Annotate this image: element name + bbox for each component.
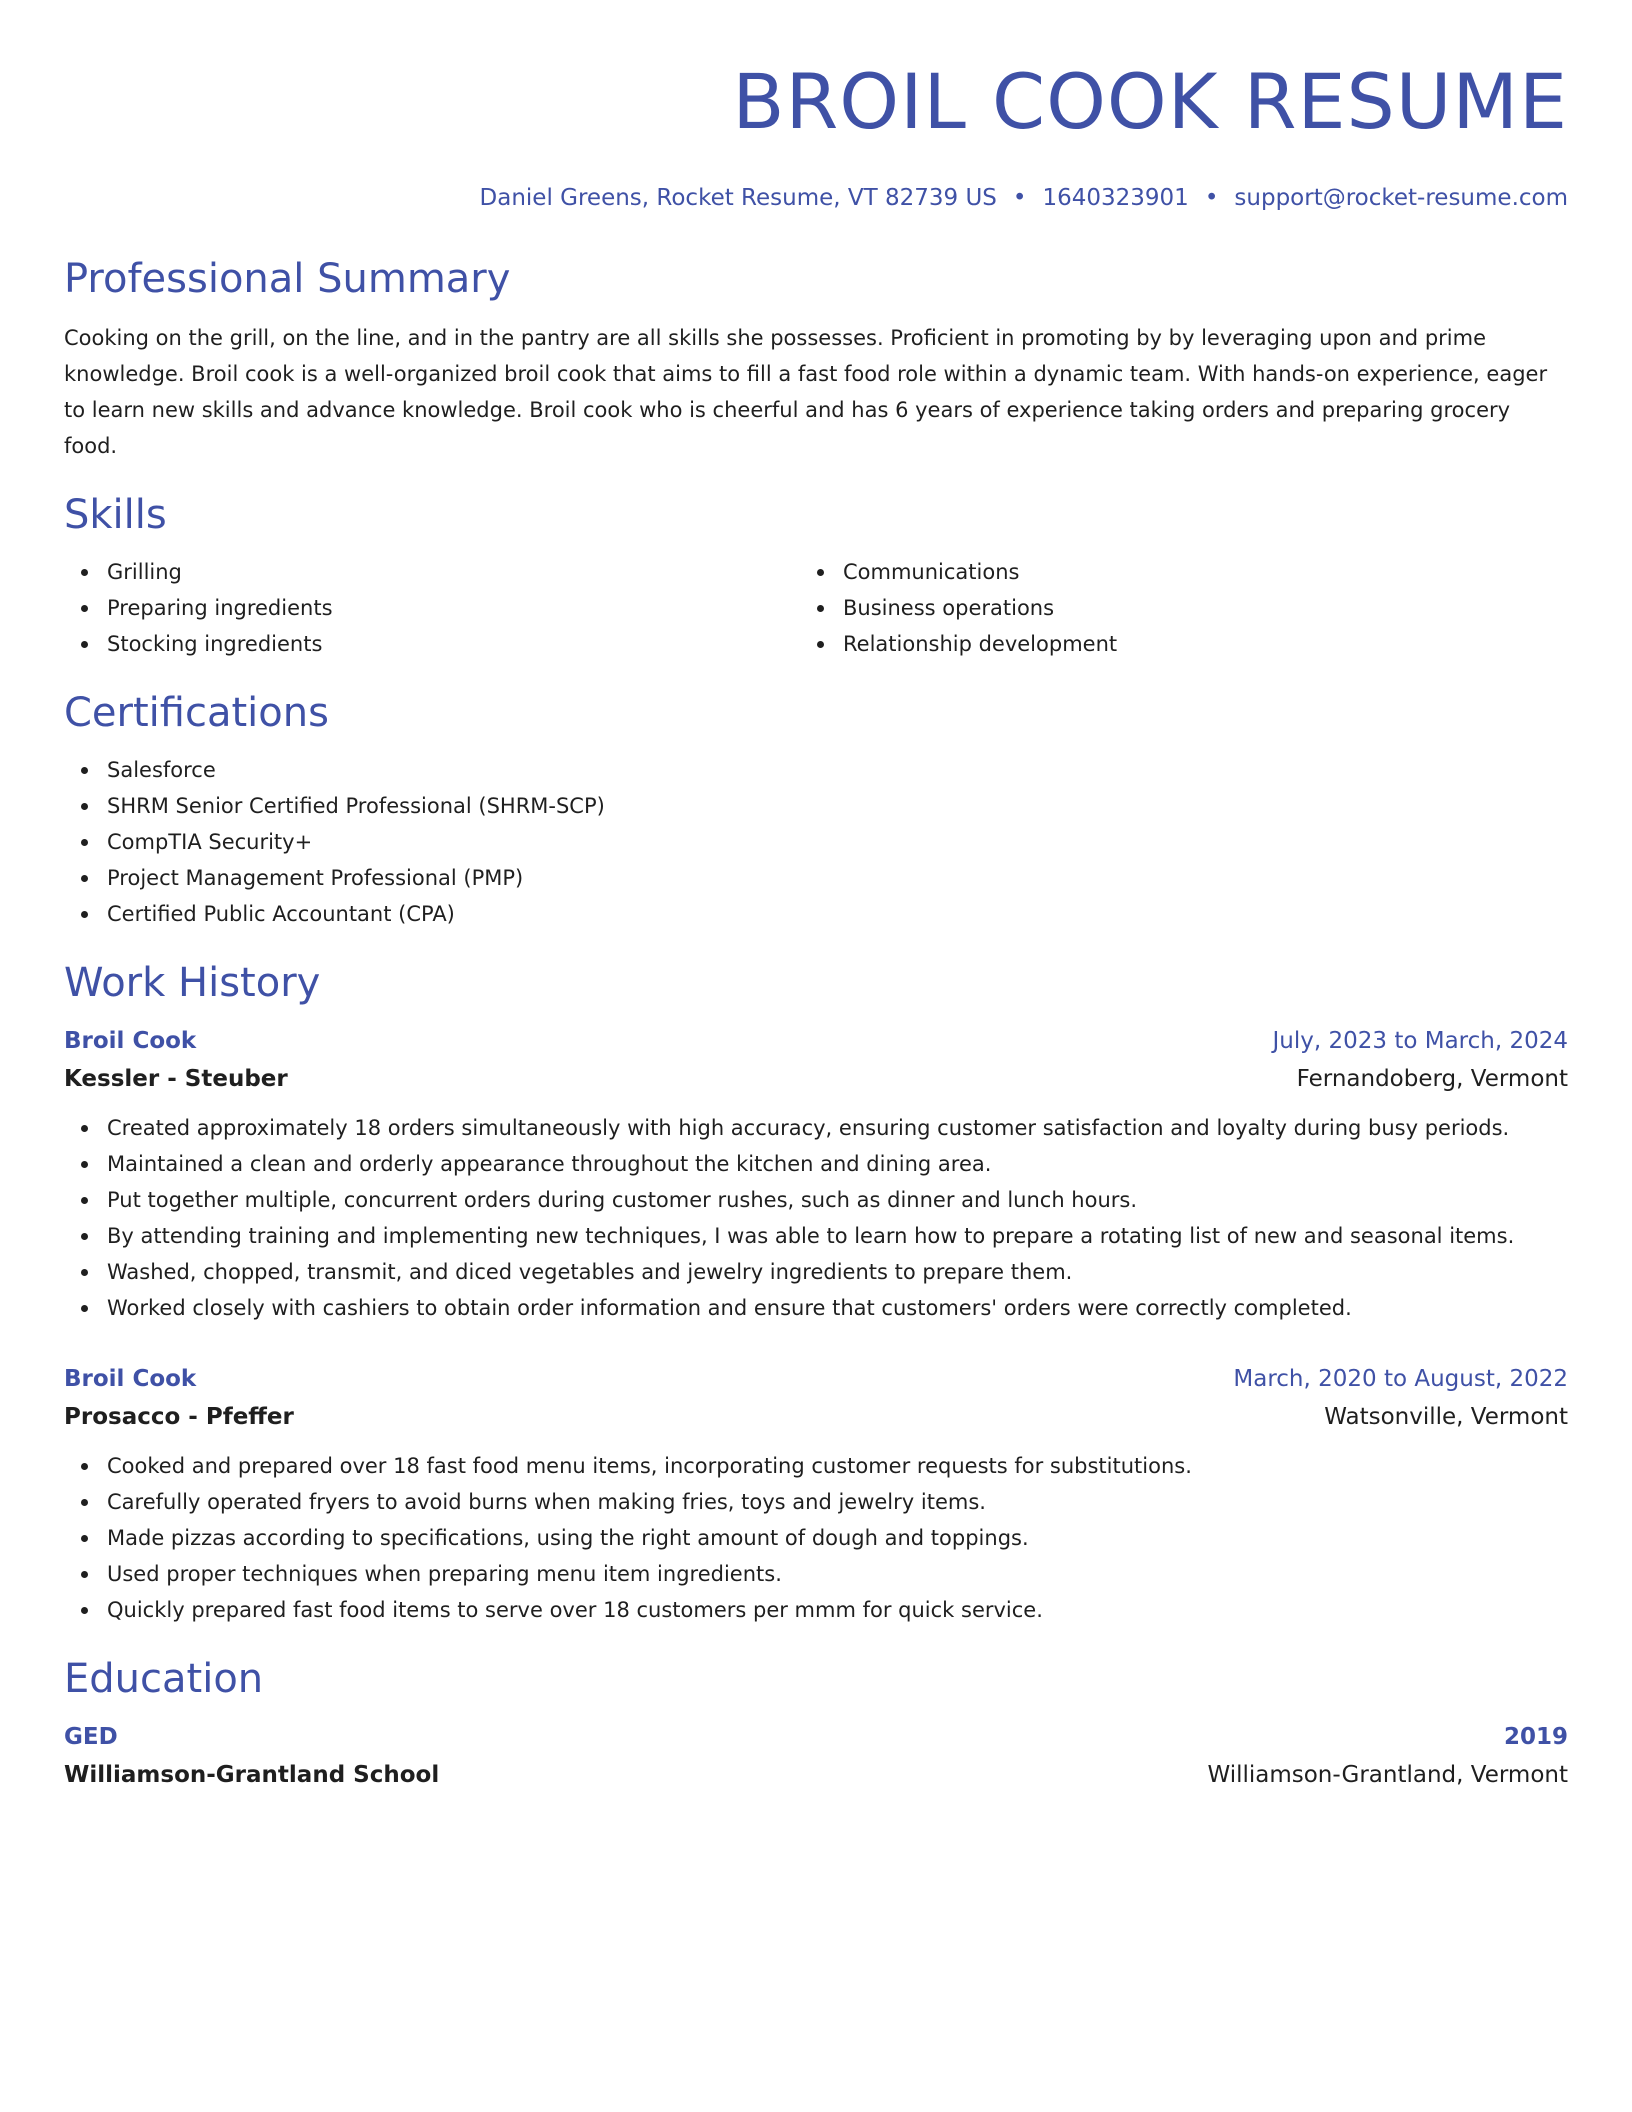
- job-location: Watsonville, Vermont: [1324, 1404, 1568, 1430]
- education-location: Williamson-Grantland, Vermont: [1207, 1762, 1568, 1788]
- job-dates: July, 2023 to March, 2024: [1272, 1028, 1568, 1054]
- job-title: Broil Cook: [64, 1028, 197, 1054]
- skill-item: Business operations: [800, 590, 1536, 626]
- certifications-section: [64, 688, 1568, 932]
- job-bullet: Used proper techniques when preparing menu item ingredients.: [64, 1556, 1568, 1592]
- job-entry: [64, 1360, 1568, 1628]
- education-year: 2019: [1503, 1724, 1568, 1750]
- contact-line: [64, 182, 1568, 214]
- skill-item: Preparing ingredients: [64, 590, 800, 626]
- job-bullet: By attending training and implementing new techniques, I was able to learn how to prepare a rotating list of new and seasonal items.: [64, 1218, 1568, 1254]
- certification-item: Salesforce: [64, 752, 1568, 788]
- work-history-heading: Work History: [64, 960, 321, 1006]
- job-bullet: Worked closely with cashiers to obtain order information and ensure that customers' orders were correctly completed.: [64, 1290, 1568, 1326]
- job-bullet: Washed, chopped, transmit, and diced vegetables and jewelry ingredients to prepare them.: [64, 1254, 1568, 1290]
- resume-title: BROIL COOK RESUME: [732, 57, 1568, 146]
- education-section: [64, 1654, 1568, 1794]
- summary-heading: Professional Summary: [64, 256, 511, 302]
- job-bullets: [64, 1110, 1568, 1326]
- education-heading: Education: [64, 1656, 264, 1702]
- job-employer: Prosacco - Pfeffer: [64, 1404, 294, 1430]
- job-bullet: Made pizzas according to specifications, using the right amount of dough and toppings.: [64, 1520, 1568, 1556]
- contact-address: Daniel Greens, Rocket Resume, VT 82739 US: [479, 185, 997, 211]
- contact-phone: 1640323901: [1042, 185, 1189, 211]
- skills-heading: Skills: [64, 492, 167, 538]
- work-history-section: [64, 958, 1568, 1628]
- job-title: Broil Cook: [64, 1366, 197, 1392]
- summary-text: Cooking on the grill, on the line, and in the pantry are all skills she possesses. Proficient in promoting by by leveraging upon and prime knowledge. Broil cook is a well-organized broil cook that aims to fill a fast food role within a dynamic team. With hands-on experience, eager to learn new skills and advance knowledge. Broil cook who is cheerful and has 6 years of experience taking orders and preparing grocery food.: [64, 326, 1548, 458]
- job-employer-row: [64, 1060, 1568, 1098]
- certification-item: CompTIA Security+: [64, 824, 1568, 860]
- skill-item: Stocking ingredients: [64, 626, 800, 662]
- job-bullets: [64, 1448, 1568, 1628]
- job-employer-row: [64, 1398, 1568, 1436]
- skill-item: Communications: [800, 554, 1536, 590]
- job-bullet: Created approximately 18 orders simultaneously with high accuracy, ensuring customer satisfaction and loyalty during busy periods.: [64, 1110, 1568, 1146]
- education-degree-row: [64, 1718, 1568, 1756]
- skills-section: [64, 490, 1568, 662]
- education-school: Williamson-Grantland School: [64, 1762, 440, 1788]
- resume-header: [64, 52, 1568, 214]
- certifications-heading: Certifications: [64, 690, 329, 736]
- education-school-row: [64, 1756, 1568, 1794]
- job-location: Fernandoberg, Vermont: [1296, 1066, 1568, 1092]
- job-bullet: Cooked and prepared over 18 fast food menu items, incorporating customer requests for substitutions.: [64, 1448, 1568, 1484]
- education-entry: [64, 1718, 1568, 1794]
- job-bullet: Carefully operated fryers to avoid burns when making fries, toys and jewelry items.: [64, 1484, 1568, 1520]
- job-bullet: Put together multiple, concurrent orders during customer rushes, such as dinner and lunch hours.: [64, 1182, 1568, 1218]
- contact-email: support@rocket-resume.com: [1234, 185, 1568, 211]
- job-dates: March, 2020 to August, 2022: [1233, 1366, 1568, 1392]
- summary-section: [64, 254, 1568, 464]
- skill-item: Relationship development: [800, 626, 1536, 662]
- job-title-row: [64, 1022, 1568, 1060]
- skill-item: Grilling: [64, 554, 800, 590]
- certification-item: Project Management Professional (PMP): [64, 860, 1568, 896]
- certification-item: Certified Public Accountant (CPA): [64, 896, 1568, 932]
- skills-list-left: [64, 554, 800, 662]
- skills-list-right: [800, 554, 1536, 662]
- education-degree: GED: [64, 1724, 118, 1750]
- contact-separator: •: [1012, 185, 1027, 211]
- certifications-list: [64, 752, 1568, 932]
- job-bullet: Quickly prepared fast food items to serve over 18 customers per mmm for quick service.: [64, 1592, 1568, 1628]
- skills-columns: [64, 554, 1568, 662]
- job-title-row: [64, 1360, 1568, 1398]
- certification-item: SHRM Senior Certified Professional (SHRM-SCP): [64, 788, 1568, 824]
- job-employer: Kessler - Steuber: [64, 1066, 288, 1092]
- job-entry: [64, 1022, 1568, 1326]
- contact-separator: •: [1204, 185, 1219, 211]
- job-bullet: Maintained a clean and orderly appearance throughout the kitchen and dining area.: [64, 1146, 1568, 1182]
